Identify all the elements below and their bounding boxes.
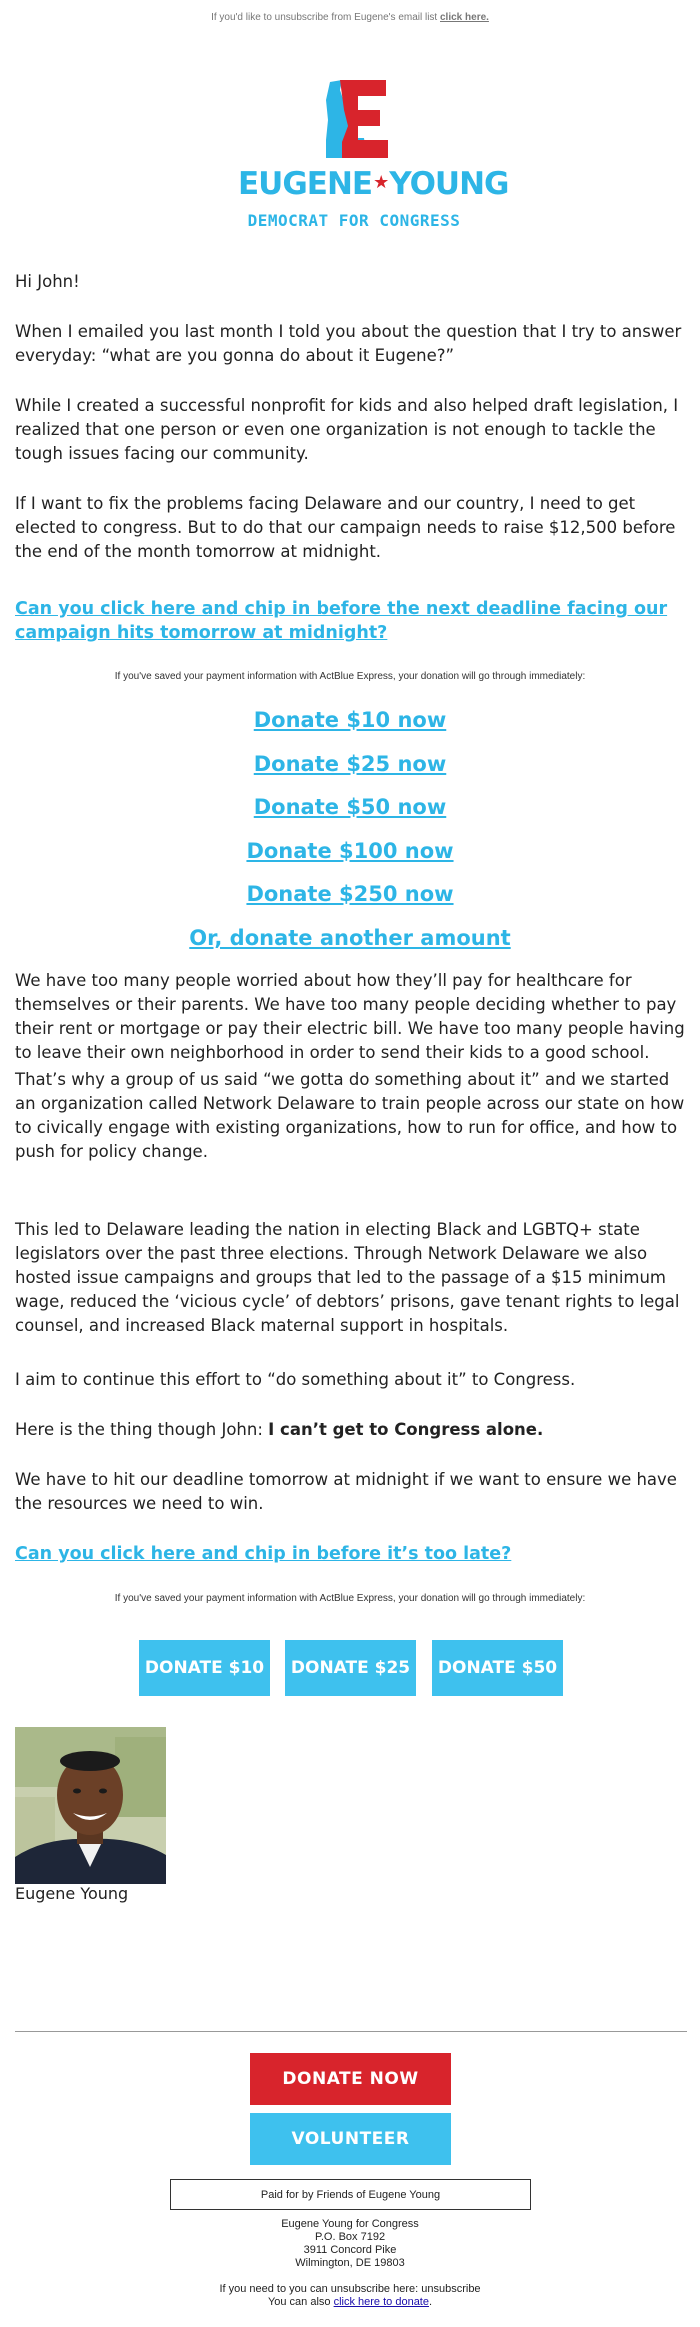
- donate-250-link[interactable]: Donate $250 now: [246, 882, 454, 906]
- volunteer-button[interactable]: VOLUNTEER: [250, 2113, 451, 2165]
- paragraph-1: When I emailed you last month I told you about the question that I try to answer everyday: “what are you gonna do about it Eugene?”: [15, 322, 682, 365]
- paragraph-8-text: Here is the thing though John:: [15, 1420, 269, 1439]
- greeting: Hi John!: [15, 272, 80, 291]
- footer-donate-prefix: You can also: [267, 2296, 334, 2308]
- paid-for-box: Paid for by Friends of Eugene Young: [170, 2179, 531, 2210]
- paragraph-8-emphasis: I can’t get to Congress alone.: [268, 1420, 544, 1439]
- donate-100-link[interactable]: Donate $100 now: [246, 839, 454, 863]
- footer-donate-suffix: .: [428, 2296, 433, 2308]
- actblue-note-2: If you've saved your payment information with ActBlue Express, your donation will go through immediately:: [114, 1593, 586, 1604]
- donate-25-link[interactable]: Donate $25 now: [253, 752, 447, 776]
- donate-10-button[interactable]: DONATE $10: [139, 1640, 270, 1696]
- logo-subtitle: DEMOCRAT FOR CONGRESS: [247, 211, 461, 230]
- logo-name-first: EUGENE: [238, 166, 373, 202]
- paragraph-7: I aim to continue this effort to “do something about it” to Congress.: [15, 1370, 576, 1389]
- logo-name: [238, 166, 509, 202]
- donate-10-link[interactable]: Donate $10 now: [253, 708, 447, 732]
- paragraph-8: [15, 1418, 687, 1442]
- star-icon: ★: [373, 172, 389, 193]
- unsubscribe-note: [0, 12, 700, 23]
- chip-in-link-1[interactable]: Can you click here and chip in before the next deadline facing our campaign hits tomorrow at midnight?: [15, 599, 668, 643]
- donate-50-link[interactable]: Donate $50 now: [253, 795, 447, 819]
- signature-name: Eugene Young: [15, 1884, 129, 1903]
- footer-donate-link[interactable]: click here to donate: [333, 2296, 429, 2308]
- paragraph-9: We have to hit our deadline tomorrow at midnight if we want to ensure we have the resources we need to win.: [15, 1470, 677, 1513]
- footer-divider: [15, 2031, 687, 2032]
- donate-other-link[interactable]: Or, donate another amount: [189, 926, 511, 950]
- delaware-e-icon: [238, 80, 470, 166]
- paragraph-6: This led to Delaware leading the nation in electing Black and LGBTQ+ state legislators over the past three elections. Through Network Delaware we also hosted issue campaigns and groups that led to the passage of a $15 minimum wage, reduced the ‘vicious cycle’ of debtors’ prisons, gave tenant rights to legal counsel, and increased Black maternal support in hospitals.: [15, 1220, 680, 1335]
- footer-unsubscribe[interactable]: If you need to you can unsubscribe here: unsubscribe: [219, 2283, 481, 2295]
- address-line-1: Eugene Young for Congress: [281, 2218, 419, 2230]
- donate-50-button[interactable]: DONATE $50: [432, 1640, 563, 1696]
- address-line-4: Wilmington, DE 19803: [295, 2257, 405, 2269]
- paragraph-2: While I created a successful nonprofit for kids and also helped draft legislation, I realized that one person or even one organization is not enough to tackle the tough issues facing our community.: [15, 396, 679, 463]
- paragraph-5: That’s why a group of us said “we gotta do something about it” and we started an organization called Network Delaware to train people across our state on how to civically engage with existing organizations, how to run for office, and how to push for policy change.: [15, 1070, 685, 1161]
- unsubscribe-text: If you'd like to unsubscribe from Eugene's email list: [211, 12, 438, 23]
- candidate-photo: [15, 1727, 166, 1884]
- donate-now-button[interactable]: DONATE NOW: [250, 2053, 451, 2105]
- paragraph-3: If I want to fix the problems facing Delaware and our country, I need to get elected to congress. But to do that our campaign needs to raise $12,500 before the end of the month tomorrow at midnight.: [15, 494, 676, 561]
- logo-name-last: YOUNG: [389, 166, 509, 202]
- paragraph-4: We have too many people worried about how they’ll pay for healthcare for themselves or their parents. We have too many people deciding whether to pay their rent or mortgage or pay their electric bill. We have too many people having to leave their own neighborhood in order to send their kids to a good school.: [15, 971, 685, 1062]
- donate-25-button[interactable]: DONATE $25: [285, 1640, 416, 1696]
- address-line-3: 3911 Concord Pike: [303, 2244, 397, 2256]
- campaign-logo: [238, 80, 509, 238]
- unsubscribe-link[interactable]: click here.: [440, 12, 489, 23]
- actblue-note-1: If you've saved your payment information with ActBlue Express, your donation will go through immediately:: [114, 671, 586, 682]
- footer-donate-line: [0, 2296, 700, 2309]
- candidate-portrait-image: [15, 1727, 166, 1884]
- chip-in-link-2[interactable]: Can you click here and chip in before it’s too late?: [15, 1544, 512, 1564]
- address-line-2: P.O. Box 7192: [314, 2231, 386, 2243]
